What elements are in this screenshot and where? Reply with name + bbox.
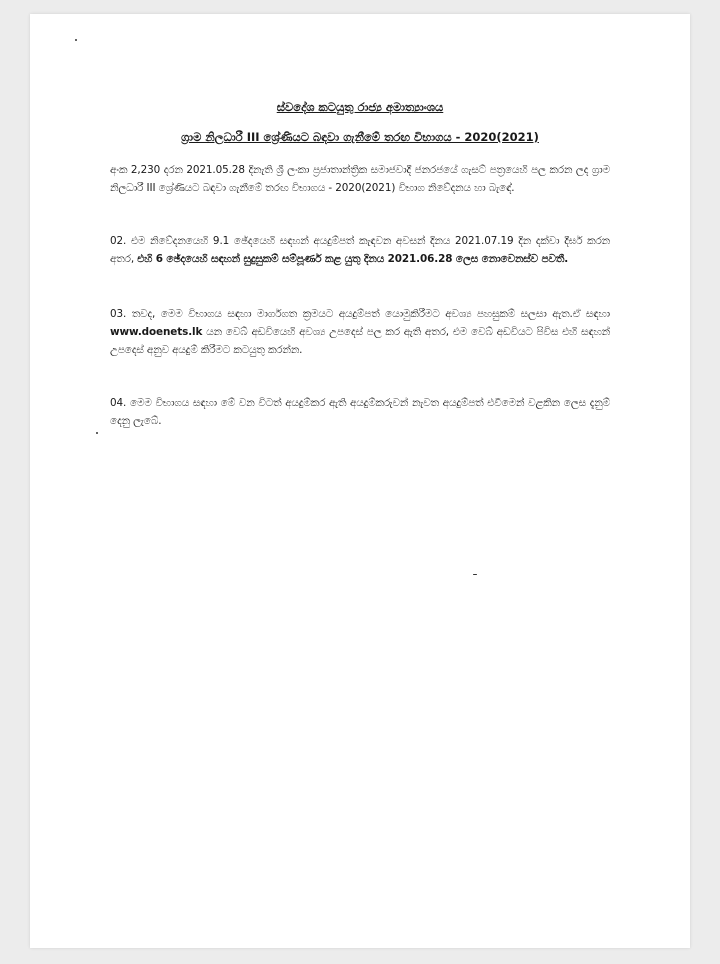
paragraph-3-text-b: යන වෙබ් අඩවියෙහි අවශ්‍ය උපදෙස් පල කර ඇති අතර, එම වෙබ් අඩවියට පිවිස එහි සඳහන් උපදෙස් අනුව අයදුම් කිරීමට කටයුතු කරන්න. [110,326,610,356]
paragraph-1: අංක 2,230 දරන 2021.05.28 දිනැති ශ්‍රී ලංකා ප්‍රජාතාන්ත්‍රික සමාජවාදී ජනරජයේ ගැසට් පත්‍රයෙහි පල කරන ලද ග්‍රාම නිලධාරී III ශ්‍රේණියට බඳවා ගැනීමේ තරඟ විභාගය - 2020(2021) විභාග නිවේදනය හා බැඳේ. [110,164,610,194]
paragraph-3-text-a: 03. තවද, මෙම විභාගය සඳහා මාර්ගගත ක්‍රමයට අයදුම්පත් යොමුකිරීමට අවශ්‍ය පහසුකම් සලසා ඇත.ඒ සඳහා [110,308,610,320]
paragraph-3 [110,305,610,359]
paragraph-2 [110,232,610,268]
paragraph-2-text: 02. එම නිවේදනයෙහි 9.1 ඡේදයෙහි සඳහන් අයදුම්පත් කැඳවන අවසන් දිනය 2021.07.19 දින දක්වා දීර්ඝ කරන අතර, [110,235,610,265]
qualification-date-notice: එහි 6 ඡේදයෙහි සඳහන් සුදුසුකම් සම්පූර්ණ කළ යුතු දිනය 2021.06.28 ලෙස නොවෙනස්ව පවතී. [137,253,569,265]
paragraph-4: 04. මෙම විභාගය සඳහා මේ වන විටත් අයදුම්කර ඇති අයදුම්කරුවන් නැවත අයදුම්පත් එවීමෙන් වළකින ලෙස දැනුම් දෙනු ලැබේ. [110,397,610,427]
website-link: www.doenets.lk [110,326,203,338]
exam-heading: ග්‍රාම නිලධාරී III ශ්‍රේණියට බඳවා ගැනීමේ තරඟ විභාගය - 2020(2021) [181,130,539,144]
document-page [30,14,690,948]
scan-speck [473,574,477,575]
ministry-heading: ස්වදේශ කටයුතු රාජ්‍ය අමාත්‍යාංශය [276,100,444,114]
scan-speck [96,432,98,434]
scan-speck [75,39,77,41]
